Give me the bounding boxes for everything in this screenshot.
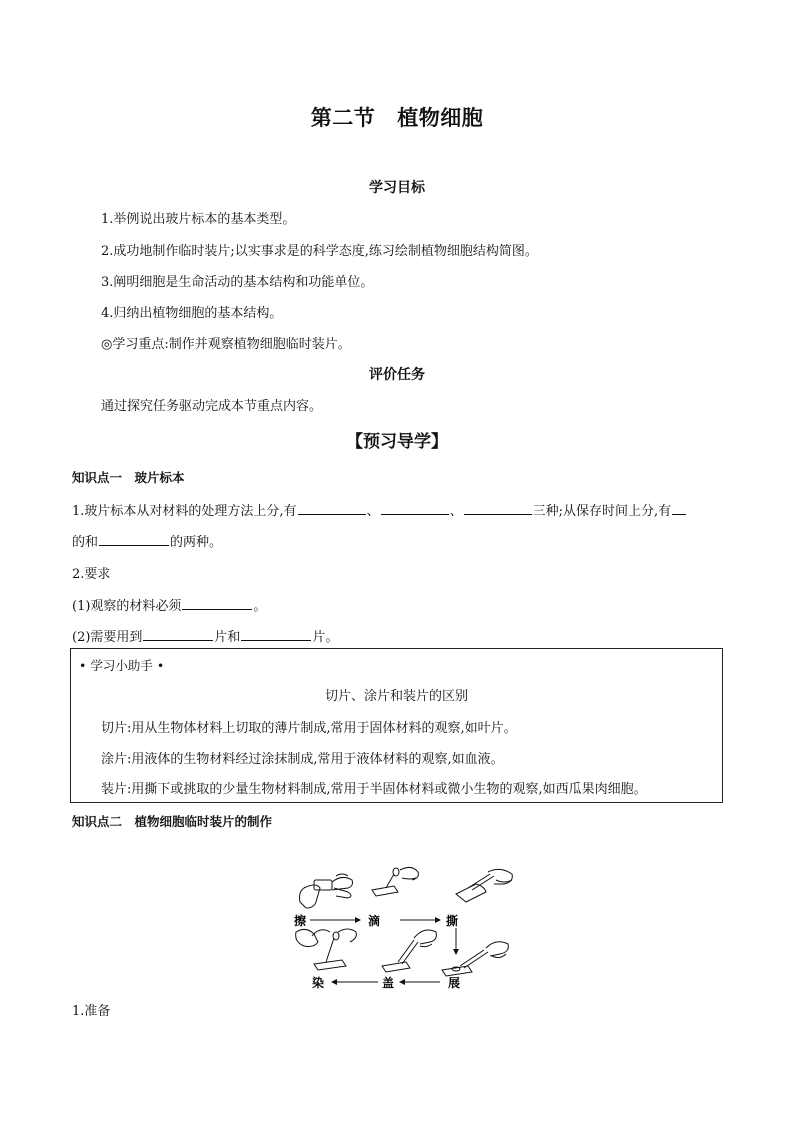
procedure-figure xyxy=(290,866,520,990)
peel-illustration xyxy=(456,869,512,902)
goal-item-2: 2.成功地制作临时装片;以实事求是的科学态度,练习绘制植物细胞结构简图。 xyxy=(101,244,538,259)
drop-illustration xyxy=(372,867,418,896)
helper-title: 切片、涂片和装片的区别 xyxy=(324,689,468,704)
answer-blank[interactable] xyxy=(241,626,311,641)
goal-item-4: 4.归纳出植物细胞的基本结构。 xyxy=(101,306,283,321)
separator: 、 xyxy=(449,504,463,519)
kp2-heading: 知识点二 植物细胞临时装片的制作 xyxy=(72,814,273,829)
kp1-q1-line1 xyxy=(72,500,687,519)
kp1-q2-2-text-b: 片和 xyxy=(214,630,241,645)
kp1-q2-1 xyxy=(72,595,266,614)
separator: 、 xyxy=(366,504,380,519)
preview-heading: 【预习导学】 xyxy=(346,432,448,452)
procedure-diagram xyxy=(290,866,520,990)
goal-item-3: 3.阐明细胞是生命活动的基本结构和功能单位。 xyxy=(101,275,374,290)
answer-blank[interactable] xyxy=(381,500,449,515)
helper-item-mount: 装片:用撕下或挑取的少量生物材料制成,常用于半固体材料或微小生物的观察,如西瓜果肉细胞。 xyxy=(101,782,647,797)
answer-blank[interactable] xyxy=(143,626,213,641)
kp1-q1-line2 xyxy=(72,531,222,550)
spread-illustration xyxy=(442,942,508,976)
kp1-heading: 知识点一 玻片标本 xyxy=(72,470,185,485)
kp1-q1-text-d: 的两种。 xyxy=(170,535,223,550)
page-title xyxy=(0,102,794,132)
kp1-q1-text-c: 的和 xyxy=(72,535,99,550)
answer-blank[interactable] xyxy=(182,595,252,610)
goal-item-1: 1.举例说出玻片标本的基本类型。 xyxy=(101,212,296,227)
helper-box xyxy=(70,648,723,803)
answer-blank[interactable] xyxy=(99,531,169,546)
goal-focus: ◎学习重点:制作并观察植物细胞临时装片。 xyxy=(101,337,351,352)
goals-heading: 学习目标 xyxy=(369,180,425,196)
step-wipe: 擦 xyxy=(294,914,307,928)
title-part2: 植物细胞 xyxy=(397,105,484,130)
answer-blank[interactable] xyxy=(298,500,366,515)
answer-blank[interactable] xyxy=(672,500,686,515)
step-drop: 滴 xyxy=(368,914,381,928)
prep-heading: 1.准备 xyxy=(72,1004,111,1019)
stain-illustration xyxy=(296,929,357,970)
kp1-q2: 2.要求 xyxy=(72,567,111,582)
step-peel: 撕 xyxy=(446,914,459,928)
evaluation-text: 通过探究任务驱动完成本节重点内容。 xyxy=(101,399,323,414)
kp1-q1-text-a: 1.玻片标本从对材料的处理方法上分,有 xyxy=(72,504,297,519)
wipe-hand-illustration xyxy=(300,874,353,908)
helper-item-slice: 切片:用从生物体材料上切取的薄片制成,常用于固体材料的观察,如叶片。 xyxy=(101,721,517,736)
step-cover: 盖 xyxy=(382,976,395,990)
title-part1: 第二节 xyxy=(310,105,376,130)
kp1-q2-2-text-a: (2)需要用到 xyxy=(72,630,143,645)
cover-illustration xyxy=(382,930,436,972)
helper-item-smear: 涂片:用液体的生物材料经过涂抹制成,常用于液体材料的观察,如血液。 xyxy=(101,752,504,767)
kp1-q2-2 xyxy=(72,626,338,645)
kp1-q2-2-text-c: 片。 xyxy=(312,630,339,645)
step-spread: 展 xyxy=(448,976,461,990)
helper-label: • 学习小助手 • xyxy=(79,658,165,673)
kp1-q2-1-text-a: (1)观察的材料必须 xyxy=(72,599,182,614)
answer-blank[interactable] xyxy=(464,500,532,515)
evaluation-heading: 评价任务 xyxy=(369,367,425,383)
kp1-q2-1-text-b: 。 xyxy=(253,599,267,614)
kp1-q1-text-b: 三种;从保存时间上分,有 xyxy=(532,504,672,519)
step-stain: 染 xyxy=(312,976,325,990)
